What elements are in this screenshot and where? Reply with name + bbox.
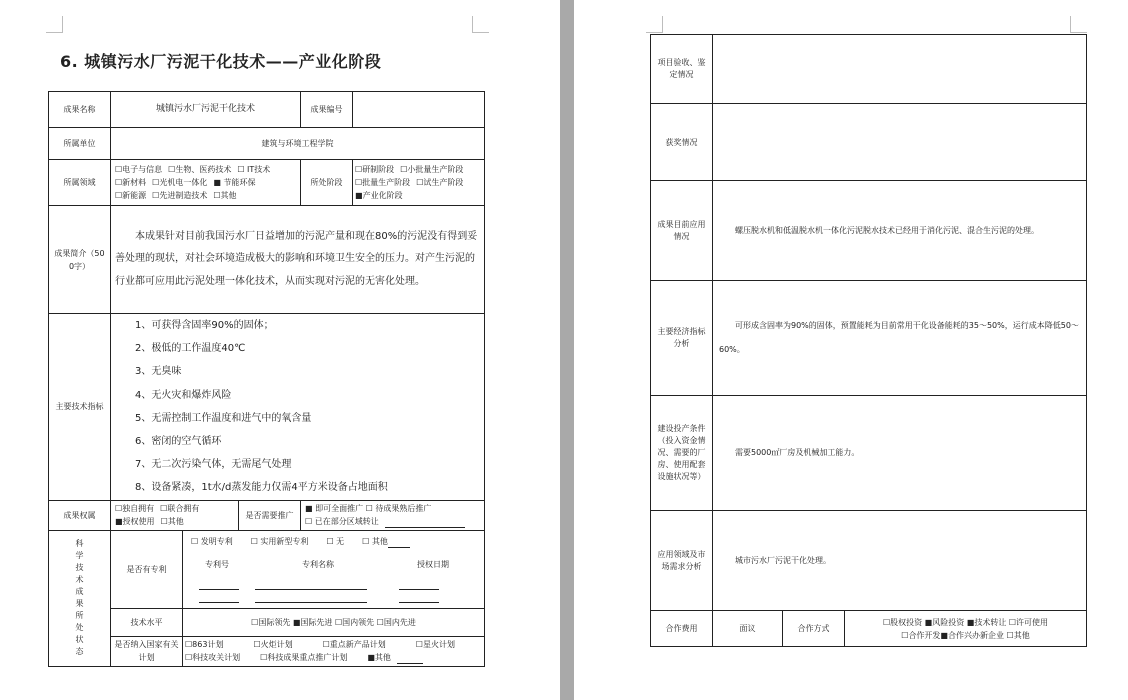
patent-options — [183, 535, 484, 548]
patent-question-label: 是否有专利 — [111, 530, 183, 608]
vertical-char: 处 — [75, 623, 84, 633]
table-row — [651, 104, 1087, 181]
market-label: 应用领域及市场需求分析 — [651, 511, 713, 611]
patent-fill-lines — [183, 579, 484, 590]
checkbox-research-stage[interactable]: ☐研制阶段 — [355, 165, 395, 174]
status-vertical-label — [49, 530, 111, 666]
crop-mark-top-left — [46, 16, 63, 33]
field-option-row — [115, 163, 296, 176]
patent-number-header: 专利号 — [205, 560, 229, 570]
other-plan-label: ■其他 — [367, 653, 391, 663]
patent-cell — [183, 530, 485, 608]
table-row — [49, 500, 485, 530]
mode-option-row-1[interactable]: ☐股权投资 ■风险投资 ■技术转让 ☐许可使用 — [882, 617, 1049, 627]
conditions-label: 建设投产条件（投入资金情况、需要的厂房、使用配套设施状况等） — [651, 396, 713, 511]
mode-option-row-2[interactable]: ☐合作开发■合作兴办新企业 ☐其他 — [901, 630, 1030, 640]
vertical-char: 学 — [75, 551, 84, 561]
checkbox-utility-patent[interactable]: ☐ 实用新型专利 — [250, 537, 309, 547]
table-row — [49, 92, 485, 128]
acceptance-label: 项目验收、鉴定情况 — [651, 35, 713, 104]
fill-line — [399, 601, 439, 603]
list-item: 2、极低的工作温度40℃ — [135, 343, 246, 355]
fee-value: 面议 — [713, 611, 783, 647]
checkbox-biomedical[interactable]: ☐生物、医药技术 — [168, 165, 232, 174]
vertical-char: 技 — [75, 563, 84, 573]
conditions-value: 需要5000㎡厂房及机械加工能力。 — [713, 396, 1087, 511]
list-item: 7、无二次污染气体，无需尾气处理 — [135, 459, 292, 471]
checkbox-small-batch-stage[interactable]: ☐小批量生产阶段 — [400, 165, 464, 174]
partial-transfer-label: ☐ 已在部分区域转让 — [305, 517, 379, 527]
stage-option-row — [355, 163, 482, 176]
table-row — [49, 636, 485, 666]
checkbox-863-plan[interactable]: ☐863计划 — [185, 640, 224, 650]
checkbox-batch-stage[interactable]: ☐批量生产阶段 — [355, 178, 411, 187]
intro-label: 成果简介（500字） — [49, 206, 111, 314]
vertical-char: 态 — [75, 647, 84, 657]
crop-mark-top-left — [646, 16, 663, 33]
field-option-row — [115, 176, 296, 189]
name-value: 城镇污水厂污泥干化技术 — [111, 92, 301, 128]
checkbox-joint-ownership[interactable]: ☐联合拥有 — [160, 504, 200, 514]
name-label: 成果名称 — [49, 92, 111, 128]
unit-label: 所属单位 — [49, 128, 111, 160]
table-row — [49, 530, 485, 608]
document-page-2 — [574, 0, 1128, 700]
table-row — [49, 314, 485, 501]
stage-label: 所处阶段 — [301, 160, 353, 206]
fill-line — [199, 601, 239, 603]
checkbox-new-energy[interactable]: ☐新能源 — [115, 191, 147, 200]
document-page-1 — [0, 0, 560, 700]
fill-line — [255, 601, 367, 603]
mode-label: 合作方式 — [783, 611, 845, 647]
checkbox-trial-stage[interactable]: ☐试生产阶段 — [416, 178, 464, 187]
fill-line — [255, 588, 367, 590]
checkbox-new-materials[interactable]: ☐新材料 — [115, 178, 147, 187]
application-label: 成果目前应用情况 — [651, 181, 713, 281]
plan-options — [183, 636, 485, 666]
table-row — [49, 206, 485, 314]
list-item: 3、无臭味 — [135, 366, 182, 378]
vertical-char: 果 — [75, 599, 84, 609]
crop-mark-top-right — [472, 16, 489, 33]
table-row — [651, 511, 1087, 611]
checkbox-advanced-manufacturing[interactable]: ☐先进制造技术 — [152, 191, 208, 200]
vertical-char: 成 — [75, 587, 84, 597]
rights-label: 成果权属 — [49, 500, 111, 530]
checkbox-no-patent[interactable]: ☐ 无 — [326, 537, 345, 547]
checkbox-tech-tackling-plan[interactable]: ☐科技攻关计划 — [185, 653, 241, 663]
list-item: 5、无需控制工作温度和进气中的氧含量 — [135, 412, 312, 424]
checkbox-torch-plan[interactable]: ☐火炬计划 — [253, 640, 293, 650]
table-row — [651, 611, 1087, 647]
market-value: 城市污水厂污泥干化处理。 — [713, 511, 1087, 611]
list-item: 1、可获得含固率90%的固体； — [135, 320, 274, 331]
checkbox-electronics[interactable]: ☐电子与信息 — [115, 165, 163, 174]
fill-blank — [385, 519, 465, 528]
achievement-table — [48, 91, 485, 667]
checkbox-sole-ownership[interactable]: ☐独自拥有 — [115, 504, 155, 514]
vertical-char: 所 — [75, 611, 84, 621]
checkbox-it[interactable]: ☐ IT技术 — [237, 165, 271, 174]
stage-option-row — [355, 176, 482, 189]
checkbox-key-new-product-plan[interactable]: ☐重点新产品计划 — [322, 640, 386, 650]
fee-label: 合作费用 — [651, 611, 713, 647]
field-options — [111, 160, 301, 206]
checkbox-licensed-use[interactable]: ■授权使用 — [115, 517, 155, 527]
vertical-char: 术 — [75, 575, 84, 585]
field-label: 所属领域 — [49, 160, 111, 206]
rights-option-row — [115, 515, 234, 528]
stage-option-row — [355, 189, 482, 202]
checkbox-other-patent[interactable] — [362, 535, 410, 548]
table-row — [651, 181, 1087, 281]
checkbox-spark-plan[interactable]: ☐星火计划 — [415, 640, 455, 650]
table-row — [49, 608, 485, 636]
checkbox-other-field[interactable]: ☐其他 — [213, 191, 237, 200]
other-patent-label: ☐ 其他 — [362, 537, 388, 547]
patent-columns — [183, 558, 484, 571]
code-label: 成果编号 — [301, 92, 353, 128]
vertical-char: 科 — [75, 539, 84, 549]
checkbox-partial-transfer[interactable] — [305, 515, 480, 528]
stage-options — [353, 160, 485, 206]
checkbox-invention-patent[interactable]: ☐ 发明专利 — [191, 537, 233, 547]
application-value: 螺压脱水机和低温脱水机一体化污泥脱水技术已经用于消化污泥、混合生污泥的处理。 — [713, 181, 1087, 281]
checkbox-full-promotion[interactable]: ■ 即可全面推广 ☐ 待成果熟后推广 — [305, 504, 432, 514]
fill-blank — [397, 655, 423, 664]
patent-name-header: 专利名称 — [302, 560, 334, 570]
promote-options — [301, 500, 485, 530]
fill-line — [199, 588, 239, 590]
checkbox-industrialization-stage[interactable]: ■产业化阶段 — [355, 191, 403, 200]
rights-option-row — [115, 502, 234, 515]
economic-label: 主要经济指标分析 — [651, 281, 713, 396]
awards-value — [713, 104, 1087, 181]
crop-mark-top-right — [1070, 16, 1087, 33]
rights-options — [111, 500, 239, 530]
table-row — [651, 35, 1087, 104]
code-value — [353, 92, 485, 128]
section-heading: 6. 城镇污水厂污泥干化技术——产业化阶段 — [60, 52, 382, 71]
checkbox-optomechatronics[interactable]: ☐光机电一体化 — [152, 178, 208, 187]
vertical-char: 状 — [75, 635, 84, 645]
plan-option-row — [185, 638, 482, 651]
table-row — [49, 128, 485, 160]
economic-value: 可形成含固率为90%的固体，预置能耗为目前常用干化设备能耗的35～50%，运行成本降低50～60%。 — [713, 281, 1087, 396]
mode-options — [845, 611, 1087, 647]
promote-label: 是否需要推广 — [239, 500, 301, 530]
indicators-label: 主要技术指标 — [49, 314, 111, 501]
tech-level-options[interactable]: ☐国际领先 ■国际先进 ☐国内领先 ☐国内先进 — [183, 608, 485, 636]
field-option-row — [115, 189, 296, 202]
achievement-table-continued — [650, 34, 1087, 647]
plan-question-label: 是否纳入国家有关计划 — [111, 636, 183, 666]
indicators-list — [111, 314, 484, 500]
tech-level-label: 技术水平 — [111, 608, 183, 636]
fill-line — [399, 588, 439, 590]
fill-blank — [388, 539, 410, 548]
plan-option-row — [185, 651, 482, 664]
unit-value: 建筑与环境工程学院 — [111, 128, 485, 160]
indicators-cell — [111, 314, 485, 501]
table-row — [49, 160, 485, 206]
checkbox-other-plan[interactable] — [367, 651, 429, 664]
checkbox-energy-saving[interactable]: ■ 节能环保 — [213, 178, 256, 187]
intro-text: 本成果针对目前我国污水厂日益增加的污泥产量和现在80%的污泥没有得到妥善处理的现状，对社会环境造成极大的影响和环境卫生安全的压力。对产生污泥的行业都可应用此污泥处理一体化技术，从而实现对污泥的无害化处理。 — [111, 206, 485, 314]
list-item: 4、无火灾和爆炸风险 — [135, 389, 232, 401]
patent-fill-lines — [183, 592, 484, 603]
list-item: 6、密闭的空气循环 — [135, 436, 222, 448]
table-row — [651, 281, 1087, 396]
checkbox-key-promotion-plan[interactable]: ☐科技成果重点推广计划 — [260, 653, 348, 663]
page-gutter — [560, 0, 574, 700]
checkbox-other-rights[interactable]: ☐其他 — [160, 517, 184, 527]
table-row — [651, 396, 1087, 511]
list-item: 8、设备紧凑，1t水/d蒸发能力仅需4平方米设备占地面积 — [135, 482, 388, 494]
grant-date-header: 授权日期 — [417, 560, 449, 570]
acceptance-value — [713, 35, 1087, 104]
awards-label: 获奖情况 — [651, 104, 713, 181]
